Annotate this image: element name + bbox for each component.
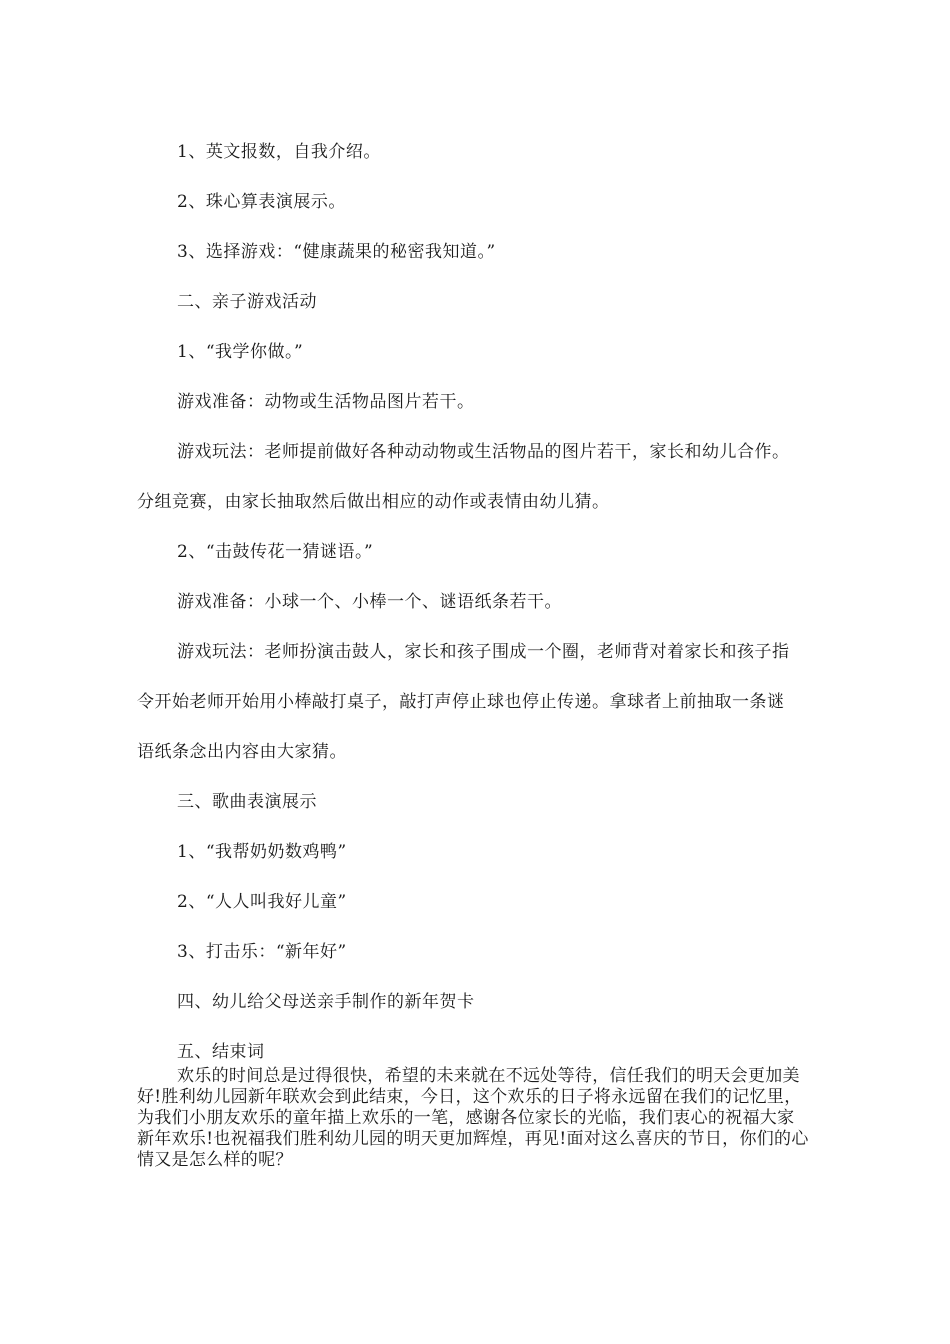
item-choice-game: 3、选择游戏：“健康蔬果的秘密我知道。” — [177, 242, 496, 262]
game-rules-imitate-line-2: 分组竞赛，由家长抽取然后做出相应的动作或表情由幼儿猜。 — [137, 492, 610, 512]
song-item-2: 2、“人人叫我好儿童” — [177, 892, 347, 912]
song-item-3: 3、打击乐：“新年好” — [177, 942, 347, 962]
game-title-imitate: 1、“我学你做。” — [177, 342, 304, 362]
game-rules-drum-riddle-line-2: 令开始老师开始用小棒敲打桌子，敲打声停止球也停止传递。拿球者上前抽取一条谜 — [137, 692, 785, 712]
game-rules-drum-riddle-line-1: 游戏玩法：老师扮演击鼓人，家长和孩子围成一个圈，老师背对着家长和孩子指 — [177, 642, 790, 662]
item-english-count: 1、英文报数，自我介绍。 — [177, 142, 381, 162]
section-heading-closing-remarks: 五、结束词 — [177, 1042, 265, 1062]
game-prep-drum-riddle: 游戏准备：小球一个、小棒一个、谜语纸条若干。 — [177, 592, 562, 612]
item-abacus-show: 2、珠心算表演展示。 — [177, 192, 346, 212]
closing-paragraph: 欢乐的时间总是过得很快，希望的未来就在不远处等待，信任我们的明天会更加美好!胜利幼儿园新年联欢会到此结束，今日，这个欢乐的日子将永远留在我们的记忆里，为我们小朋友欢乐的童年描上欢乐的一笔，感谢各位家长的光临，我们衷心的祝福大家新年欢乐!也祝福我们胜利幼儿园的明天更加辉煌，再见!面对这么喜庆的节日，你们的心情又是怎么样的呢？ — [137, 1066, 809, 1170]
game-rules-drum-riddle-line-3: 语纸条念出内容由大家猜。 — [137, 742, 347, 762]
game-title-drum-riddle: 2、“击鼓传花一猜谜语。” — [177, 542, 374, 562]
song-item-1: 1、“我帮奶奶数鸡鸭” — [177, 842, 347, 862]
game-prep-imitate: 游戏准备：动物或生活物品图片若干。 — [177, 392, 475, 412]
section-heading-parent-child-games: 二、亲子游戏活动 — [177, 292, 317, 312]
section-heading-greeting-cards: 四、幼儿给父母送亲手制作的新年贺卡 — [177, 992, 475, 1012]
game-rules-imitate-line-1: 游戏玩法：老师提前做好各种动动物或生活物品的图片若干，家长和幼儿合作。 — [177, 442, 790, 462]
section-heading-song-show: 三、歌曲表演展示 — [177, 792, 317, 812]
